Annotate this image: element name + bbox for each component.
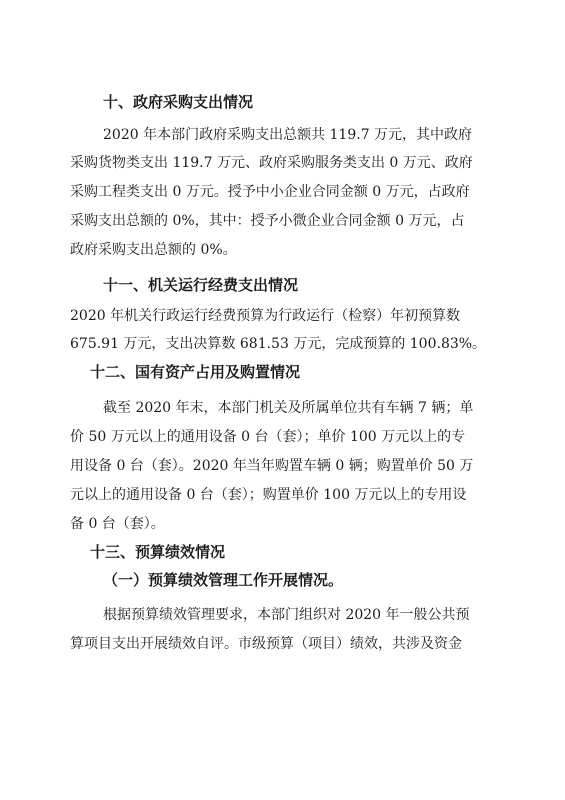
section-heading-assets: 十二、国有资产占用及购置情况 — [90, 363, 301, 381]
paragraph-line: 根据预算绩效管理要求，本部门组织对 2020 年一般公共预 — [103, 607, 470, 623]
paragraph-line: 采购工程类支出 0 万元。授予中小企业合同金额 0 万元，占政府 — [70, 184, 470, 200]
section-heading-performance: 十三、预算绩效情况 — [90, 543, 226, 561]
subsection-heading: （一）预算绩效管理工作开展情况。 — [103, 571, 344, 589]
paragraph-line: 价 50 万元以上的通用设备 0 台（套）；单价 100 万元以上的专 — [70, 429, 466, 445]
paragraph-line: 675.91 万元，支出决算数 681.53 万元，完成预算的 100.83%。 — [70, 336, 487, 352]
paragraph-line: 采购货物类支出 119.7 万元、政府采购服务类支出 0 万元、政府 — [70, 155, 473, 171]
section-heading-procurement: 十、政府采购支出情况 — [103, 93, 254, 111]
paragraph-line: 2020 年机关行政运行经费预算为行政运行（检察）年初预算数 — [70, 308, 461, 324]
paragraph-line: 2020 年本部门政府采购支出总额共 119.7 万元，其中政府 — [103, 127, 473, 143]
paragraph-line: 备 0 台（套）。 — [70, 516, 165, 532]
paragraph-line: 元以上的通用设备 0 台（套）；购置单价 100 万元以上的专用设 — [70, 487, 467, 503]
paragraph-line: 算项目支出开展绩效自评。市级预算（项目）绩效，共涉及资金 — [70, 636, 462, 652]
paragraph-line: 截至 2020 年末，本部门机关及所属单位共有车辆 7 辆；单 — [103, 400, 474, 416]
paragraph-line: 采购支出总额的 0%，其中：授予小微企业合同金额 0 万元，占 — [70, 213, 465, 229]
paragraph-line: 政府采购支出总额的 0%。 — [70, 242, 237, 258]
paragraph-line: 用设备 0 台（套）。2020 年当年购置车辆 0 辆；购置单价 50 万 — [70, 458, 474, 474]
section-heading-operating-costs: 十一、机关运行经费支出情况 — [103, 276, 299, 294]
